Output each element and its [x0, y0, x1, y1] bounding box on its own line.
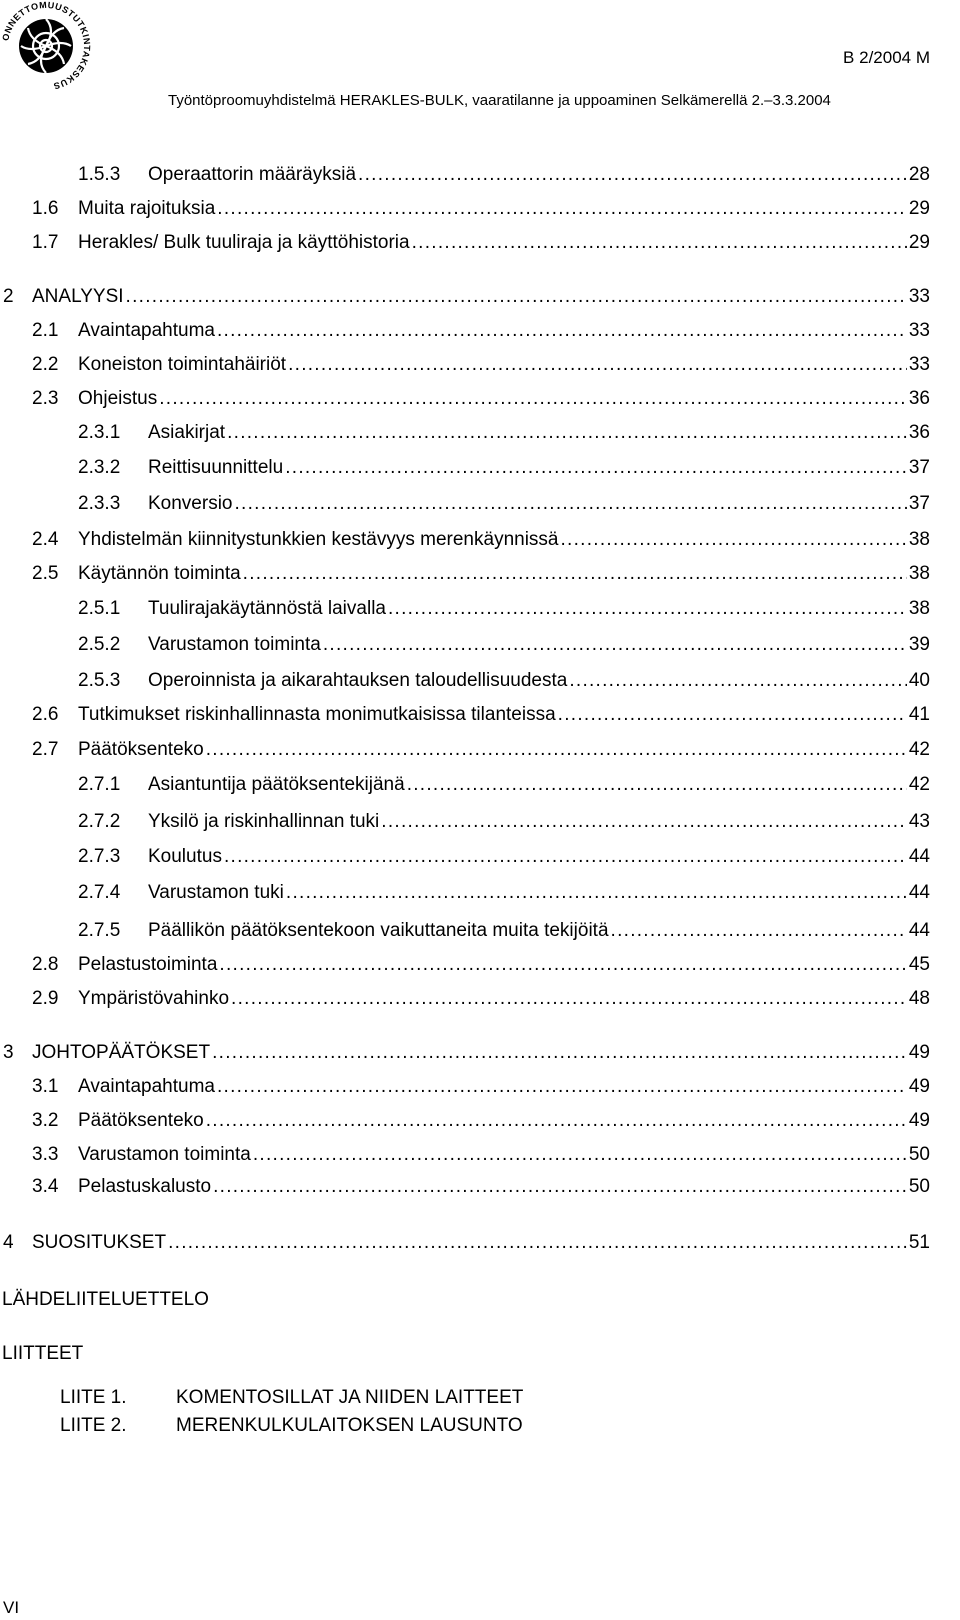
toc-entry-number: 2.9	[32, 988, 59, 1009]
toc-entry-page: 50	[908, 1176, 930, 1197]
toc-entry-page: 33	[908, 286, 930, 307]
sources-heading: LÄHDELIITELUETTELO	[2, 1289, 209, 1310]
toc-dot-leader	[243, 562, 907, 586]
toc-entry-page: 43	[908, 811, 930, 832]
toc-entry	[32, 738, 930, 762]
toc-entry-title: Yksilö ja riskinhallinnan tuki	[148, 811, 380, 832]
toc-entry-number: 2.5.2	[78, 634, 121, 655]
toc-entry	[32, 703, 930, 727]
toc-entry	[78, 492, 930, 516]
toc-entry-page: 42	[908, 774, 930, 795]
toc-entry	[78, 919, 930, 943]
toc-entry-title: Operaattorin määräyksiä	[148, 164, 357, 185]
toc-entry-title: Tuulirajakäytännöstä laivalla	[148, 598, 386, 619]
toc-entry-number: 3.2	[32, 1110, 59, 1131]
toc-dot-leader	[206, 1109, 907, 1133]
toc-dot-leader	[159, 387, 907, 411]
toc-entry-number: 2.7	[32, 739, 59, 760]
toc-entry-number: 3	[3, 1042, 14, 1063]
toc-entry-number: 2.7.2	[78, 811, 121, 832]
toc-entry-number: 2.4	[32, 529, 59, 550]
toc-entry-number: 2.3.2	[78, 457, 121, 478]
toc-entry-page: 49	[908, 1076, 930, 1097]
toc-entry-page: 50	[908, 1144, 930, 1165]
toc-entry-page: 38	[908, 563, 930, 584]
toc-entry-title: Päällikön päätöksentekoon vaikuttaneita muita tekijöitä	[148, 920, 609, 941]
toc-entry-page: 41	[908, 704, 930, 725]
toc-dot-leader	[217, 1075, 907, 1099]
toc-entry-number: 1.5.3	[78, 164, 121, 185]
toc-entry	[32, 1143, 930, 1167]
toc-entry-title: Päätöksenteko	[78, 739, 204, 760]
toc-entry-title: Avaintapahtuma	[78, 320, 215, 341]
toc-dot-leader	[358, 163, 907, 187]
toc-entry-page: 44	[908, 920, 930, 941]
toc-entry-page: 39	[908, 634, 930, 655]
toc-dot-leader	[558, 703, 907, 727]
toc-entry-title: Varustamon toiminta	[148, 634, 321, 655]
toc-entry	[3, 1231, 930, 1255]
toc-entry-title: Asiakirjat	[148, 422, 226, 443]
toc-entry-page: 44	[908, 882, 930, 903]
toc-entry-number: 2.5.3	[78, 670, 121, 691]
toc-entry-title: Herakles/ Bulk tuuliraja ja käyttöhistoria	[78, 232, 410, 253]
toc-entry-title: Reittisuunnittelu	[148, 457, 284, 478]
toc-entry-number: 2.7.5	[78, 920, 121, 941]
toc-entry-title: Asiantuntija päätöksentekijänä	[148, 774, 405, 795]
toc-entry-number: 2.7.1	[78, 774, 121, 795]
toc-entry-number: 2.3	[32, 388, 59, 409]
toc-dot-leader	[217, 197, 907, 221]
toc-entry-page: 28	[908, 164, 930, 185]
toc-entry-number: 2.5.1	[78, 598, 121, 619]
toc-entry	[78, 456, 930, 480]
toc-entry-page: 42	[908, 739, 930, 760]
toc-entry-title: Ympäristövahinko	[78, 988, 230, 1009]
logo	[0, 0, 92, 92]
toc-entry	[78, 633, 930, 657]
toc-entry-number: 2.3.3	[78, 493, 121, 514]
toc-entry	[32, 1175, 930, 1199]
toc-entry-page: 36	[908, 388, 930, 409]
document-code: B 2/2004 M	[843, 48, 930, 67]
toc-entry	[3, 285, 930, 309]
toc-entry-title: JOHTOPÄÄTÖKSET	[32, 1042, 211, 1063]
toc-entry-page: 37	[908, 493, 930, 514]
toc-dot-leader	[213, 1175, 907, 1199]
logo-emblem-icon	[0, 0, 92, 92]
toc-entry	[32, 528, 930, 552]
toc-dot-leader	[561, 528, 907, 552]
toc-entry-title: Pelastustoiminta	[78, 954, 218, 975]
toc-entry-number: 2	[3, 286, 14, 307]
toc-dot-leader	[212, 1041, 907, 1065]
toc-dot-leader	[285, 456, 907, 480]
toc-entry	[78, 773, 930, 797]
toc-entry-title: Konversio	[148, 493, 233, 514]
toc-dot-leader	[388, 597, 907, 621]
toc-entry	[78, 669, 930, 693]
toc-entry-page: 48	[908, 988, 930, 1009]
toc-entry-title: Koneiston toimintahäiriöt	[78, 354, 287, 375]
toc-dot-leader	[217, 319, 907, 343]
toc-entry	[32, 562, 930, 586]
toc-entry-number: 4	[3, 1232, 14, 1253]
toc-entry-number: 3.3	[32, 1144, 59, 1165]
toc-entry-title: Yhdistelmän kiinnitystunkkien kestävyys merenkäynnissä	[78, 529, 559, 550]
toc-entry	[32, 1109, 930, 1133]
toc-entry-title: Avaintapahtuma	[78, 1076, 215, 1097]
toc-entry-number: 3.4	[32, 1176, 59, 1197]
appendix-row	[60, 1386, 523, 1410]
appendix-title: MERENKULKULAITOKSEN LAUSUNTO	[176, 1415, 523, 1436]
toc-entry	[78, 163, 930, 187]
svg-text:ONNETTOMUUSTUTKINTAKESKUS: ONNETTOMUUSTUTKINTAKESKUS	[0, 0, 92, 92]
toc-dot-leader	[569, 669, 907, 693]
appendix-number: LIITE 2.	[60, 1415, 127, 1436]
toc-dot-leader	[381, 810, 907, 834]
toc-entry-title: ANALYYSI	[32, 286, 124, 307]
toc-entry	[32, 353, 930, 377]
toc-dot-leader	[412, 231, 907, 255]
footer-page-number: VI	[3, 1598, 20, 1617]
toc-entry-page: 38	[908, 529, 930, 550]
toc-entry-title: Pelastuskalusto	[78, 1176, 212, 1197]
document-subtitle: Työntöproomuyhdistelmä HERAKLES-BULK, vaaratilanne ja uppoaminen Selkämerellä 2.–3.3.2004	[168, 92, 831, 109]
toc-dot-leader	[168, 1231, 907, 1255]
toc-entry	[78, 810, 930, 834]
toc-dot-leader	[253, 1143, 907, 1167]
toc-entry-page: 33	[908, 354, 930, 375]
toc-entry-number: 2.3.1	[78, 422, 121, 443]
toc-entry-title: SUOSITUKSET	[32, 1232, 167, 1253]
toc-entry-number: 2.1	[32, 320, 59, 341]
toc-entry	[32, 319, 930, 343]
toc-entry-title: Päätöksenteko	[78, 1110, 204, 1131]
toc-entry-title: Koulutus	[148, 846, 222, 867]
toc-entry-number: 2.7.4	[78, 882, 121, 903]
toc-dot-leader	[206, 738, 907, 762]
toc-entry-page: 33	[908, 320, 930, 341]
toc-entry-page: 49	[908, 1042, 930, 1063]
toc-entry	[78, 421, 930, 445]
toc-entry-number: 2.5	[32, 563, 59, 584]
toc-entry-number: 2.2	[32, 354, 59, 375]
toc-entry	[32, 387, 930, 411]
toc-dot-leader	[286, 881, 907, 905]
toc-entry	[78, 881, 930, 905]
toc-entry-page: 29	[908, 232, 930, 253]
toc-entry-title: Varustamon toiminta	[78, 1144, 251, 1165]
toc-dot-leader	[407, 773, 907, 797]
toc-entry	[78, 597, 930, 621]
toc-entry-title: Tutkimukset riskinhallinnasta monimutkaisissa tilanteissa	[78, 704, 556, 725]
toc-entry	[32, 197, 930, 221]
toc-entry-page: 36	[908, 422, 930, 443]
toc-entry-number: 2.7.3	[78, 846, 121, 867]
appendices-heading: LIITTEET	[2, 1343, 84, 1364]
toc-dot-leader	[235, 492, 907, 516]
toc-entry-title: Muita rajoituksia	[78, 198, 216, 219]
toc-dot-leader	[224, 845, 907, 869]
toc-entry-number: 1.6	[32, 198, 59, 219]
toc-entry-page: 44	[908, 846, 930, 867]
toc-dot-leader	[126, 285, 907, 309]
toc-entry-title: Ohjeistus	[78, 388, 158, 409]
toc-entry-page: 40	[908, 670, 930, 691]
appendix-number: LIITE 1.	[60, 1387, 127, 1408]
appendix-row	[60, 1414, 523, 1438]
toc-entry-number: 2.6	[32, 704, 59, 725]
toc-dot-leader	[227, 421, 907, 445]
toc-entry-number: 2.8	[32, 954, 59, 975]
toc-entry-page: 49	[908, 1110, 930, 1131]
toc-entry	[32, 987, 930, 1011]
toc-entry-page: 45	[908, 954, 930, 975]
toc-dot-leader	[219, 953, 906, 977]
toc-dot-leader	[288, 353, 907, 377]
toc-entry-number: 1.7	[32, 232, 59, 253]
toc-entry	[32, 231, 930, 255]
toc-entry-page: 29	[908, 198, 930, 219]
appendix-title: KOMENTOSILLAT JA NIIDEN LAITTEET	[176, 1387, 524, 1408]
toc-entry-page: 51	[908, 1232, 930, 1253]
toc-entry-page: 37	[908, 457, 930, 478]
toc-entry	[3, 1041, 930, 1065]
toc-entry-title: Käytännön toiminta	[78, 563, 241, 584]
toc-dot-leader	[611, 919, 907, 943]
toc-entry	[32, 1075, 930, 1099]
toc-dot-leader	[323, 633, 907, 657]
toc-entry	[78, 845, 930, 869]
toc-entry-title: Operoinnista ja aikarahtauksen taloudellisuudesta	[148, 670, 568, 691]
toc-entry	[32, 953, 930, 977]
toc-entry-page: 38	[908, 598, 930, 619]
toc-entry-number: 3.1	[32, 1076, 59, 1097]
toc-entry-title: Varustamon tuki	[148, 882, 284, 903]
toc-dot-leader	[231, 987, 907, 1011]
